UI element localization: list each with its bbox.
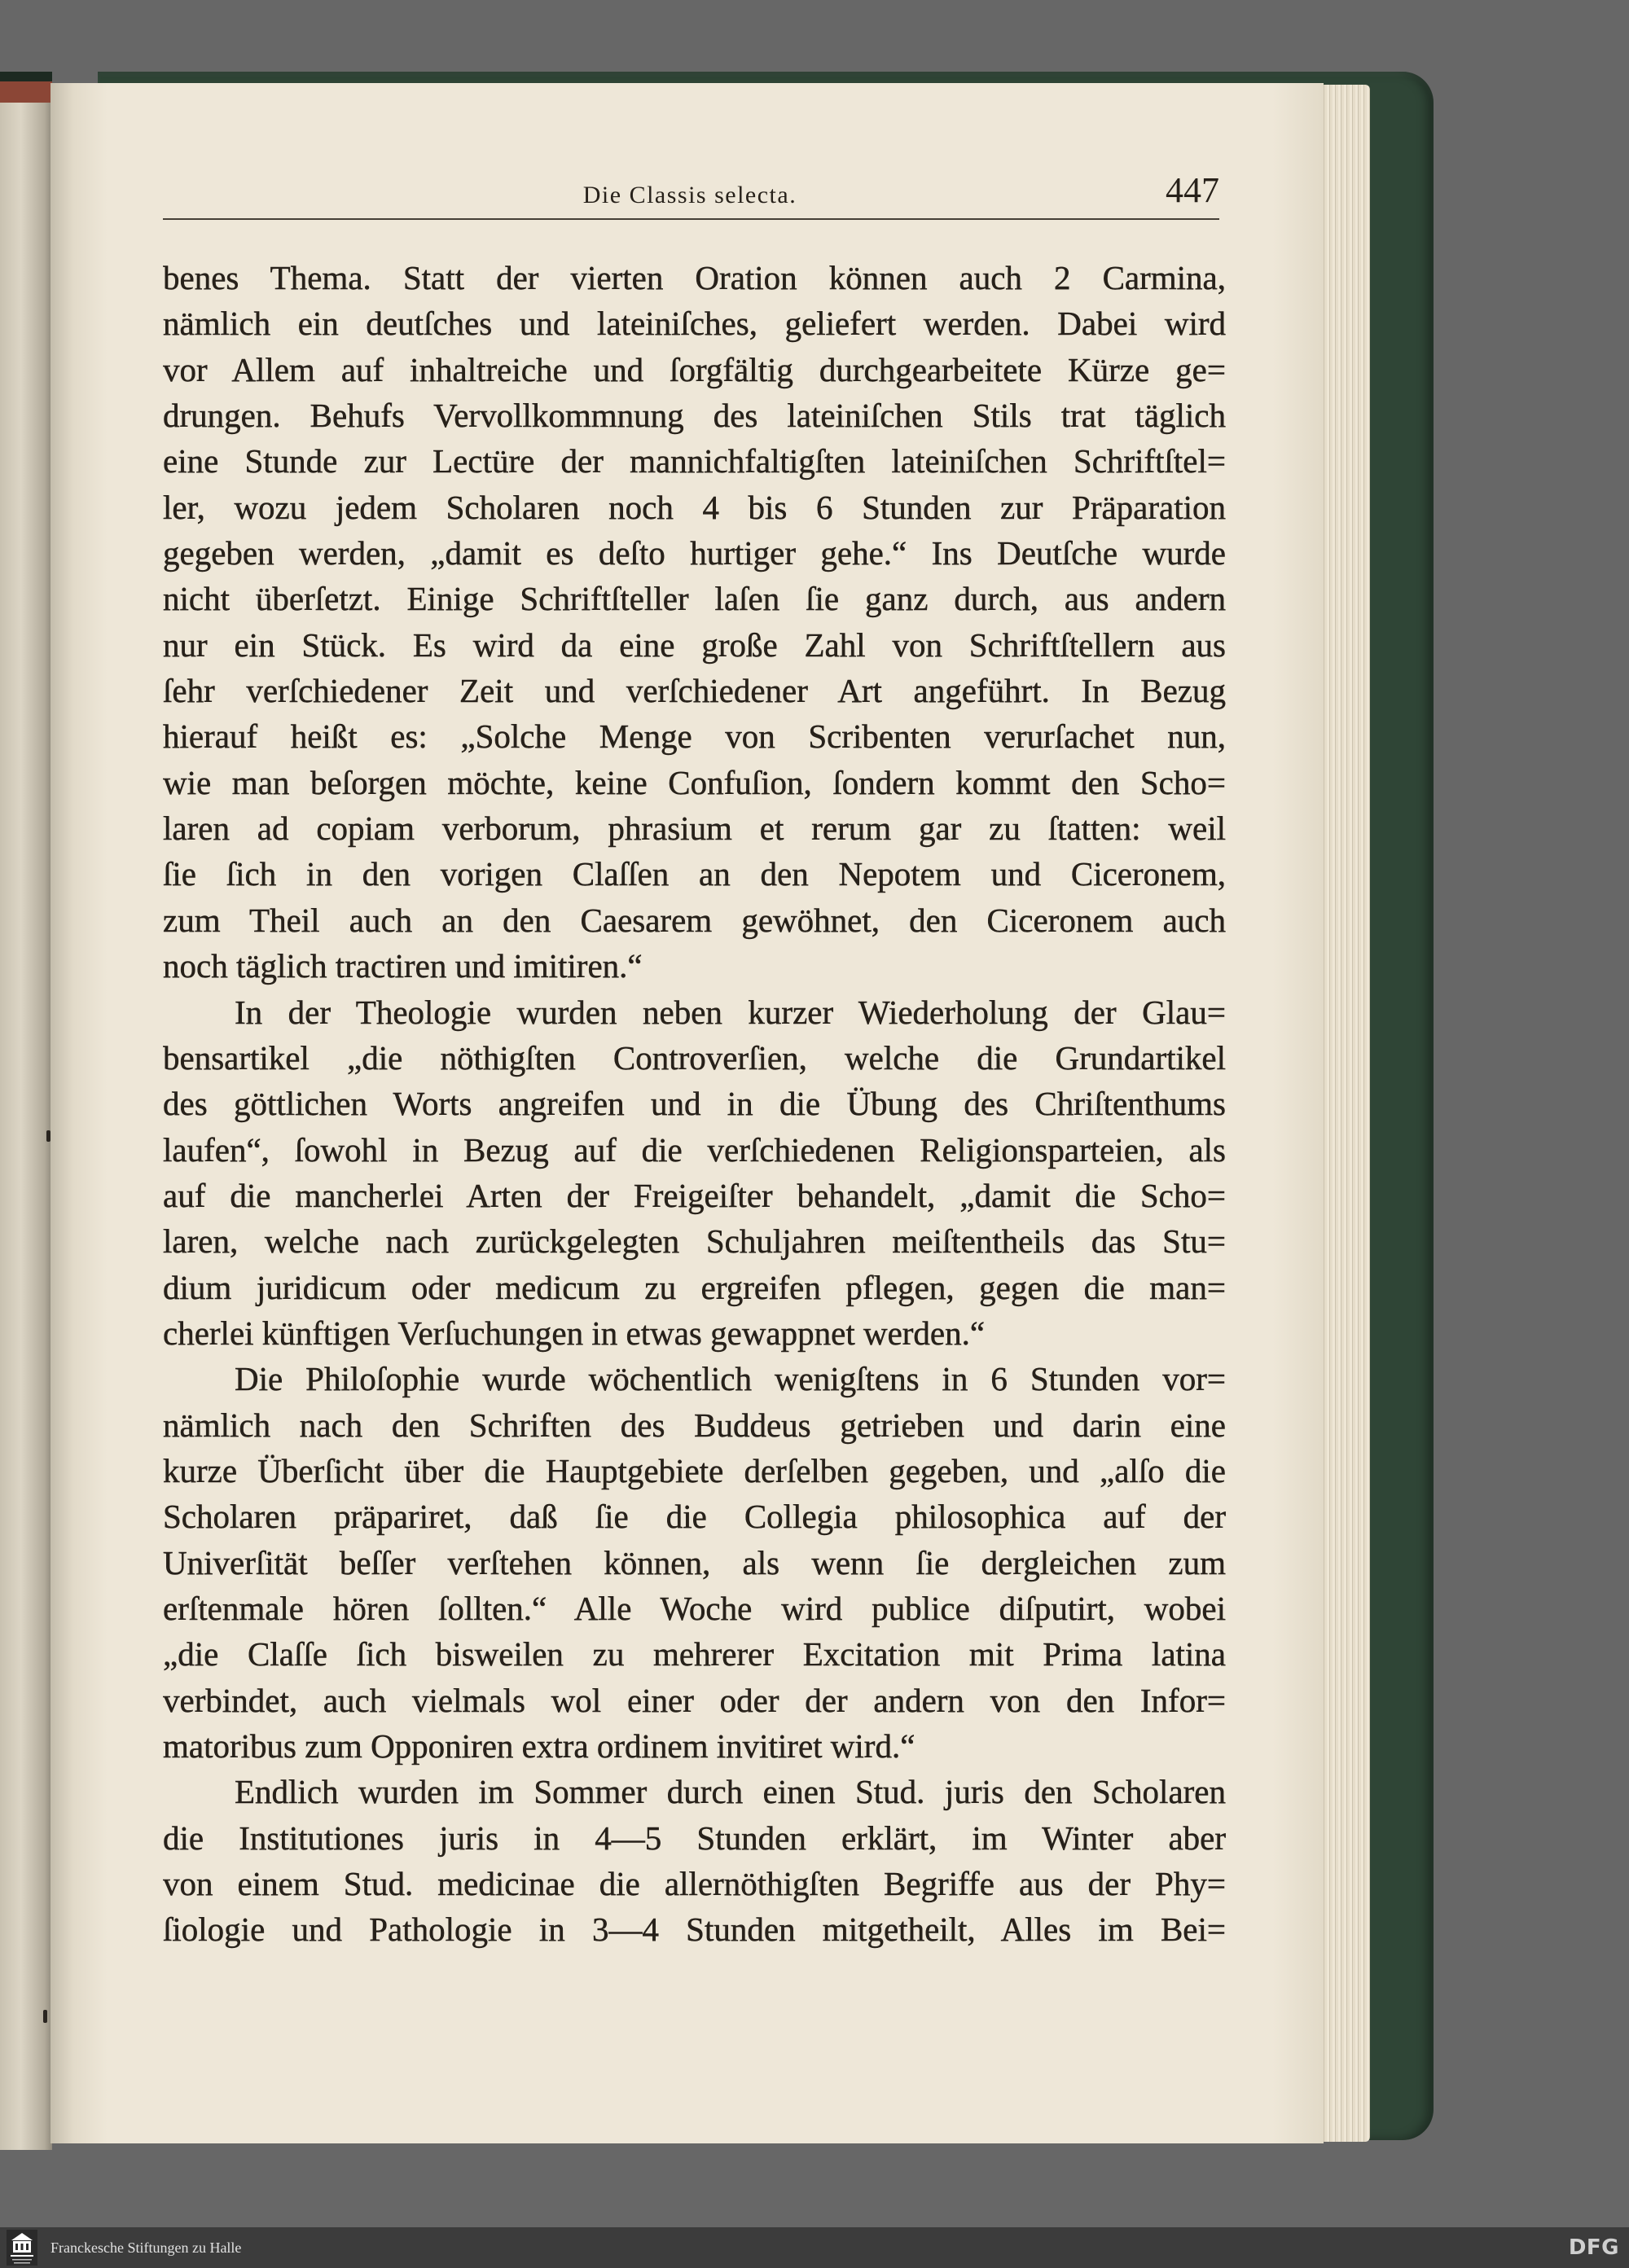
text-line: laren, welche nach zurückgelegten Schuljahren meiſtentheils das Stu= [163,1222,1226,1261]
text-line: hierauf heißt es: „Solche Menge von Scribenten verurſachet nun, [163,717,1226,756]
page-number: 447 [1166,170,1219,210]
text-line: des göttlichen Worts angreifen und in die Übung des Chriſtenthums [163,1085,1226,1123]
text-line: laren ad copiam verborum, phrasium et rerum gar zu ſtatten: weil [163,809,1226,848]
running-title: Die Classis selecta. [582,182,797,208]
text-line: kurze Überſicht über die Hauptgebiete derſelben gegeben, und „alſo die [163,1451,1226,1489]
text-line: Die Philoſophie wurde wöchentlich wenigſtens in 6 Stunden vor= [235,1360,1226,1398]
text-line: nicht überſetzt. Einige Schriftſteller laſen ſie ganz durch, aus andern [163,580,1226,618]
text-line: gegeben werden, „damit es deſto hurtiger gehe.“ Ins Deutſche wurde [163,534,1226,572]
text-line: eine Stunde zur Lectüre der mannichfaltigſten lateiniſchen Schriftſtel= [163,442,1226,480]
page-edges-stack [1321,85,1370,2142]
paragraph [163,1769,1226,1952]
text-line: Endlich wurden im Sommer durch einen Stud. juris den Scholaren [235,1773,1226,1811]
text-line: ler, wozu jedem Scholaren noch 4 bis 6 Stunden zur Präparation [163,488,1226,526]
margin-mark [43,2010,47,2023]
text-line: benes Thema. Statt der vierten Oration können auch 2 Carmina, [163,259,1226,296]
text-line: ſehr verſchiedener Zeit und verſchiedener Art angeführt. In Bezug [163,672,1226,710]
text-line: Scholaren präpariret, daß ſie die Collegia philosophica auf der [163,1498,1226,1536]
text-line: drungen. Behufs Vervollkommnung des lateiniſchen Stils trat täglich [163,397,1226,435]
institution-link[interactable] [7,2227,241,2268]
text-line: laufen“, ſowohl in Bezug auf die verſchiedenen Religionsparteien, als [163,1130,1226,1169]
text-line: „die Claſſe ſich bisweilen zu mehrerer Excitation mit Prima latina [163,1635,1226,1674]
left-cover-corner [0,72,52,81]
left-page-red-edge [0,81,52,103]
left-page-edge [0,78,52,2150]
text-block [163,255,1226,1953]
text-line: verbindet, auch vielmals wol einer oder der andern von den Infor= [163,1681,1226,1719]
text-line: ſie ſich in den vorigen Claſſen an den Nepotem und Ciceronem, [163,855,1226,893]
header-rule [163,218,1219,220]
book-page [50,83,1324,2143]
text-line: vor Allem auf inhaltreiche und ſorgfältig durchgearbeitete Kürze ge= [163,350,1226,388]
dfg-logo[interactable]: DFG [1568,2235,1619,2260]
text-line: erſtenmale hören ſollten.“ Alle Woche wird publice diſputirt, wobei [163,1589,1226,1627]
franckesche-stiftungen-logo-icon [7,2230,37,2266]
text-line: bensartikel „die nöthigſten Controverſien, welche die Grundartikel [163,1038,1226,1077]
text-line: In der Theologie wurden neben kurzer Wiederholung der Glau= [235,993,1226,1031]
text-line: ſiologie und Pathologie in 3—4 Stunden mitgetheilt, Alles im Bei= [163,1910,1226,1949]
paragraph [163,989,1226,1357]
text-line: nur ein Stück. Es wird da eine große Zahl von Schriftſtellern aus [163,625,1226,664]
paragraph [163,1356,1226,1769]
institution-name: Franckesche Stiftungen zu Halle [50,2239,242,2256]
text-line: wie man beſorgen möchte, keine Confuſion, ſondern kommt den Scho= [163,763,1226,801]
viewer-footer [0,2227,1629,2268]
text-line: cherlei künftigen Verſuchungen in etwas gewappnet werden.“ [163,1314,986,1352]
text-line: zum Theil auch an den Caesarem gewöhnet, den Ciceronem auch [163,901,1226,939]
text-line: matoribus zum Opponiren extra ordinem invitiret wird.“ [163,1727,915,1765]
text-line: dium juridicum oder medicum zu ergreifen pflegen, gegen die man= [163,1268,1226,1306]
text-line: noch täglich tractiren und imitiren.“ [163,947,643,985]
text-line: nämlich ein deutſches und lateiniſches, geliefert werden. Dabei wird [163,305,1226,343]
text-line: von einem Stud. medicinae die allernöthigſten Begriffe aus der Phy= [163,1865,1226,1903]
text-line: Univerſität beſſer verſtehen können, als wenn ſie dergleichen zum [163,1543,1226,1581]
text-line: nämlich nach den Schriften des Buddeus getrieben und darin eine [163,1406,1226,1444]
text-line: die Institutiones juris in 4—5 Stunden erklärt, im Winter aber [163,1818,1226,1857]
paragraph [163,255,1226,989]
text-line: auf die mancherlei Arten der Freigeiſter behandelt, „damit die Scho= [163,1176,1226,1214]
